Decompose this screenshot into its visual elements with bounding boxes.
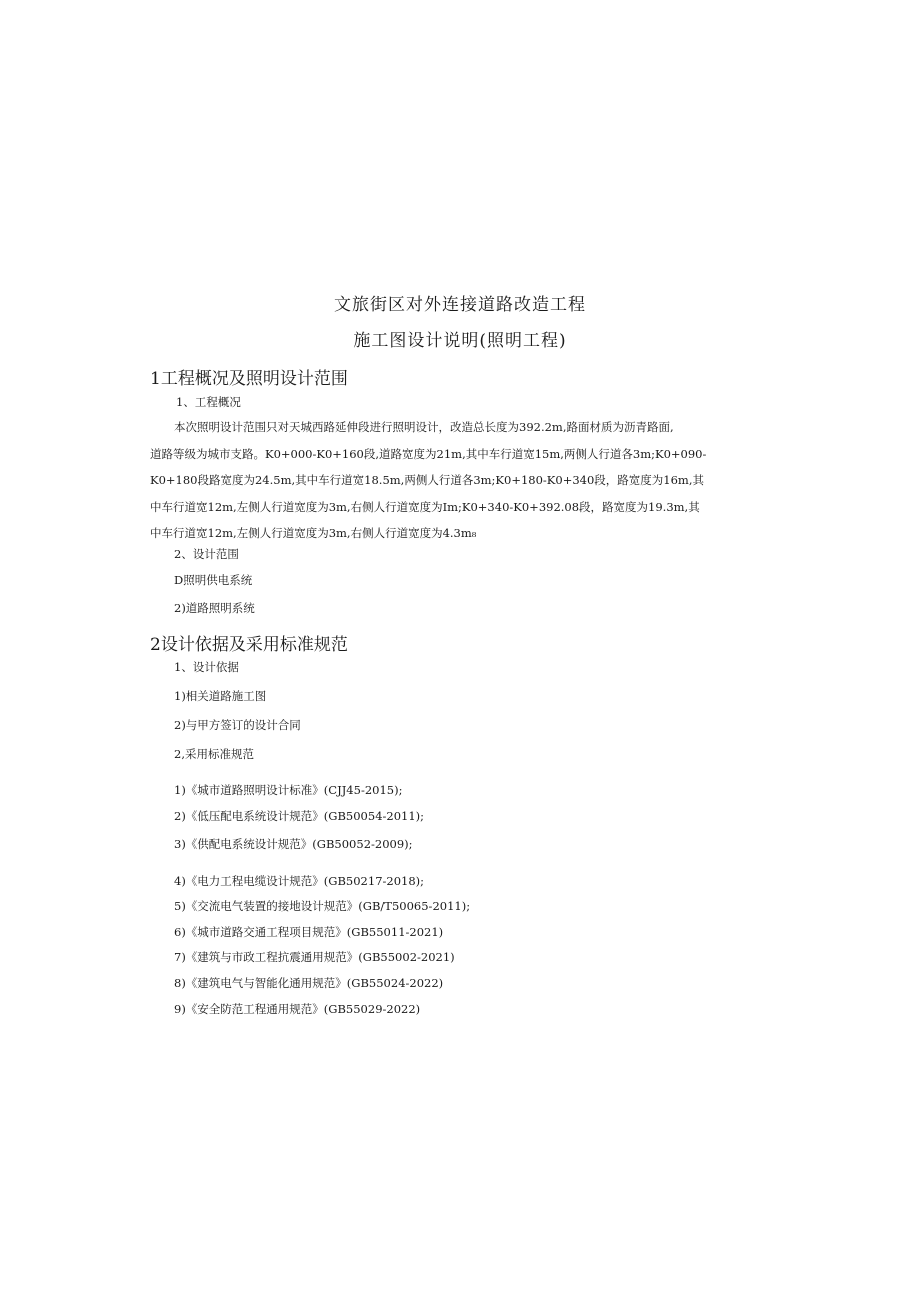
basis-item: 1)相关道路施工图: [174, 689, 267, 703]
standard-item: 9)《安全防范工程通用规范》(GB55029-2022): [174, 1002, 421, 1016]
project-overview-paragraph: [150, 414, 716, 547]
standard-item: 1)《城市道路照明设计标准》(CJJ45-2015);: [174, 783, 403, 797]
section-2-sub-basis: 1、设计依据: [174, 660, 239, 674]
standard-item: 2)《低压配电系统设计规范》(GB50054-2011);: [174, 809, 425, 823]
paragraph-line: K0+180段路宽度为24.5m,其中车行道宽18.5m,两侧人行道各3m;K0+180-K0+340段，路宽度为16m,其: [150, 473, 704, 488]
document-title: 文旅街区对外连接道路改造工程: [334, 295, 586, 315]
scope-item: 2)道路照明系统: [174, 601, 255, 615]
section-1-sub-scope: 2、设计范围: [174, 547, 239, 561]
standard-item: 5)《交流电气装置的接地设计规范》(GB/T50065-2011);: [174, 899, 471, 913]
paragraph-line: 中车行道宽12m,左侧人行道宽度为3m,右侧人行道宽度为4.3m₈: [150, 526, 477, 541]
standard-item: 3)《供配电系统设计规范》(GB50052-2009);: [174, 837, 413, 851]
basis-item: 2)与甲方签订的设计合同: [174, 718, 301, 732]
section-2-sub-standards: 2,采用标准规范: [174, 747, 254, 761]
section-1-heading: 1工程概况及照明设计范围: [150, 369, 348, 389]
standard-item: 8)《建筑电气与智能化通用规范》(GB55024-2022): [174, 976, 444, 990]
section-2-heading: 2设计依据及采用标准规范: [150, 635, 348, 655]
standard-item: 7)《建筑与市政工程抗震通用规范》(GB55002-2021): [174, 950, 455, 964]
paragraph-line: 本次照明设计范围只对天城西路延伸段进行照明设计，改造总长度为392.2m,路面材质为沥青路面,: [174, 420, 674, 434]
section-1-sub-overview: 1、工程概况: [176, 395, 241, 409]
document-subtitle: 施工图设计说明(照明工程): [353, 331, 567, 351]
paragraph-line: 中车行道宽12m,左侧人行道宽度为3m,右侧人行道宽度为Im;K0+340-K0+392.08段，路宽度为19.3m,其: [150, 499, 700, 514]
scope-item: D照明供电系统: [174, 573, 253, 587]
standard-item: 6)《城市道路交通工程项目规范》(GB55011-2021): [174, 925, 444, 939]
standard-item: 4)《电力工程电缆设计规范》(GB50217-2018);: [174, 874, 425, 888]
paragraph-line: 道路等级为城市支路。K0+000-K0+160段,道路宽度为21m,其中车行道宽15m,两侧人行道各3m;K0+090-: [150, 446, 707, 461]
